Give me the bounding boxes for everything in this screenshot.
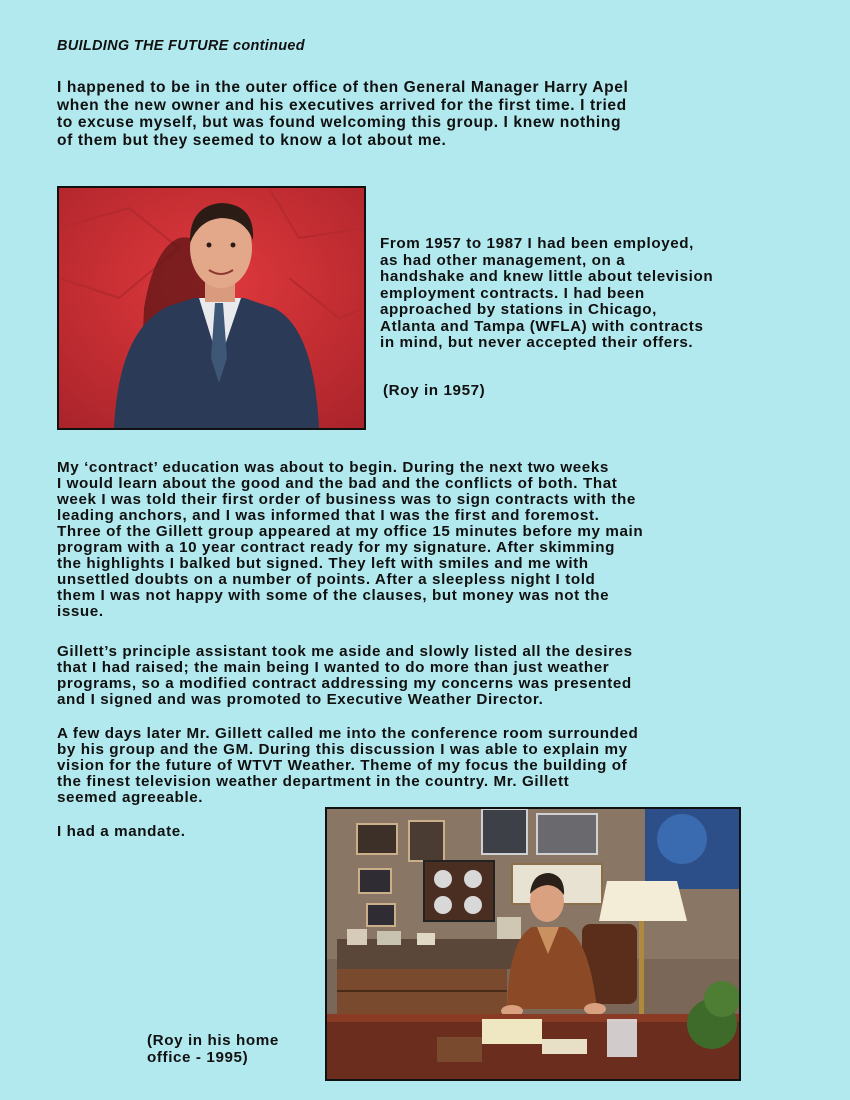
intro-paragraph: I happened to be in the outer office of then General Manager Harry Apel when the new owner and his executives arrived for the first time. I tried to excuse myself, but was found welcoming this group. I knew nothing of them but they seemed to know a lot about me. [57, 79, 629, 149]
photo-caption-1995: (Roy in his home office - 1995) [147, 1032, 279, 1066]
mandate-line: I had a mandate. [57, 823, 186, 840]
contract-paragraph: My ‘contract’ education was about to begin. During the next two weeks I would learn about the good and the bad and the conflicts of both. That week I was told their first order of business was to sign contracts with the leading anchors, and I was informed that I was the first and foremost. Three of the Gillett group appeared at my office 15 minutes before my main program with a 10 year contract ready for my signature. After skimming the highlights I balked but signed. They left with smiles and me with unsettled doubts on a number of points. After a sleepless night I told them I was not happy with some of the clauses, but money was not the issue. [57, 459, 644, 620]
employment-paragraph: From 1957 to 1987 I had been employed, as had other management, on a handshake and knew little about television employment contracts. I had been approached by stations in Chicago, Atlanta and Tampa (WFLA) with contracts in mind, but never accepted their offers. [380, 235, 714, 351]
page-heading: BUILDING THE FUTURE continued [57, 38, 305, 54]
assistant-paragraph: Gillett’s principle assistant took me aside and slowly listed all the desires that I had raised; the main being I wanted to do more than just weather programs, so a modified contract addressing my concerns was presented and I signed and was promoted to Executive Weather Director. [57, 643, 633, 708]
photo-roy-home-office-1995 [325, 807, 741, 1081]
conference-paragraph: A few days later Mr. Gillett called me into the conference room surrounded by his group and the GM. During this discussion I was able to explain my vision for the future of WTVT Weather. Theme of my focus the building of the finest television weather department in the country. Mr. Gillett seemed agreeable. [57, 725, 639, 806]
photo-caption-1957: (Roy in 1957) [383, 382, 486, 399]
photo-roy-1957 [57, 186, 366, 430]
